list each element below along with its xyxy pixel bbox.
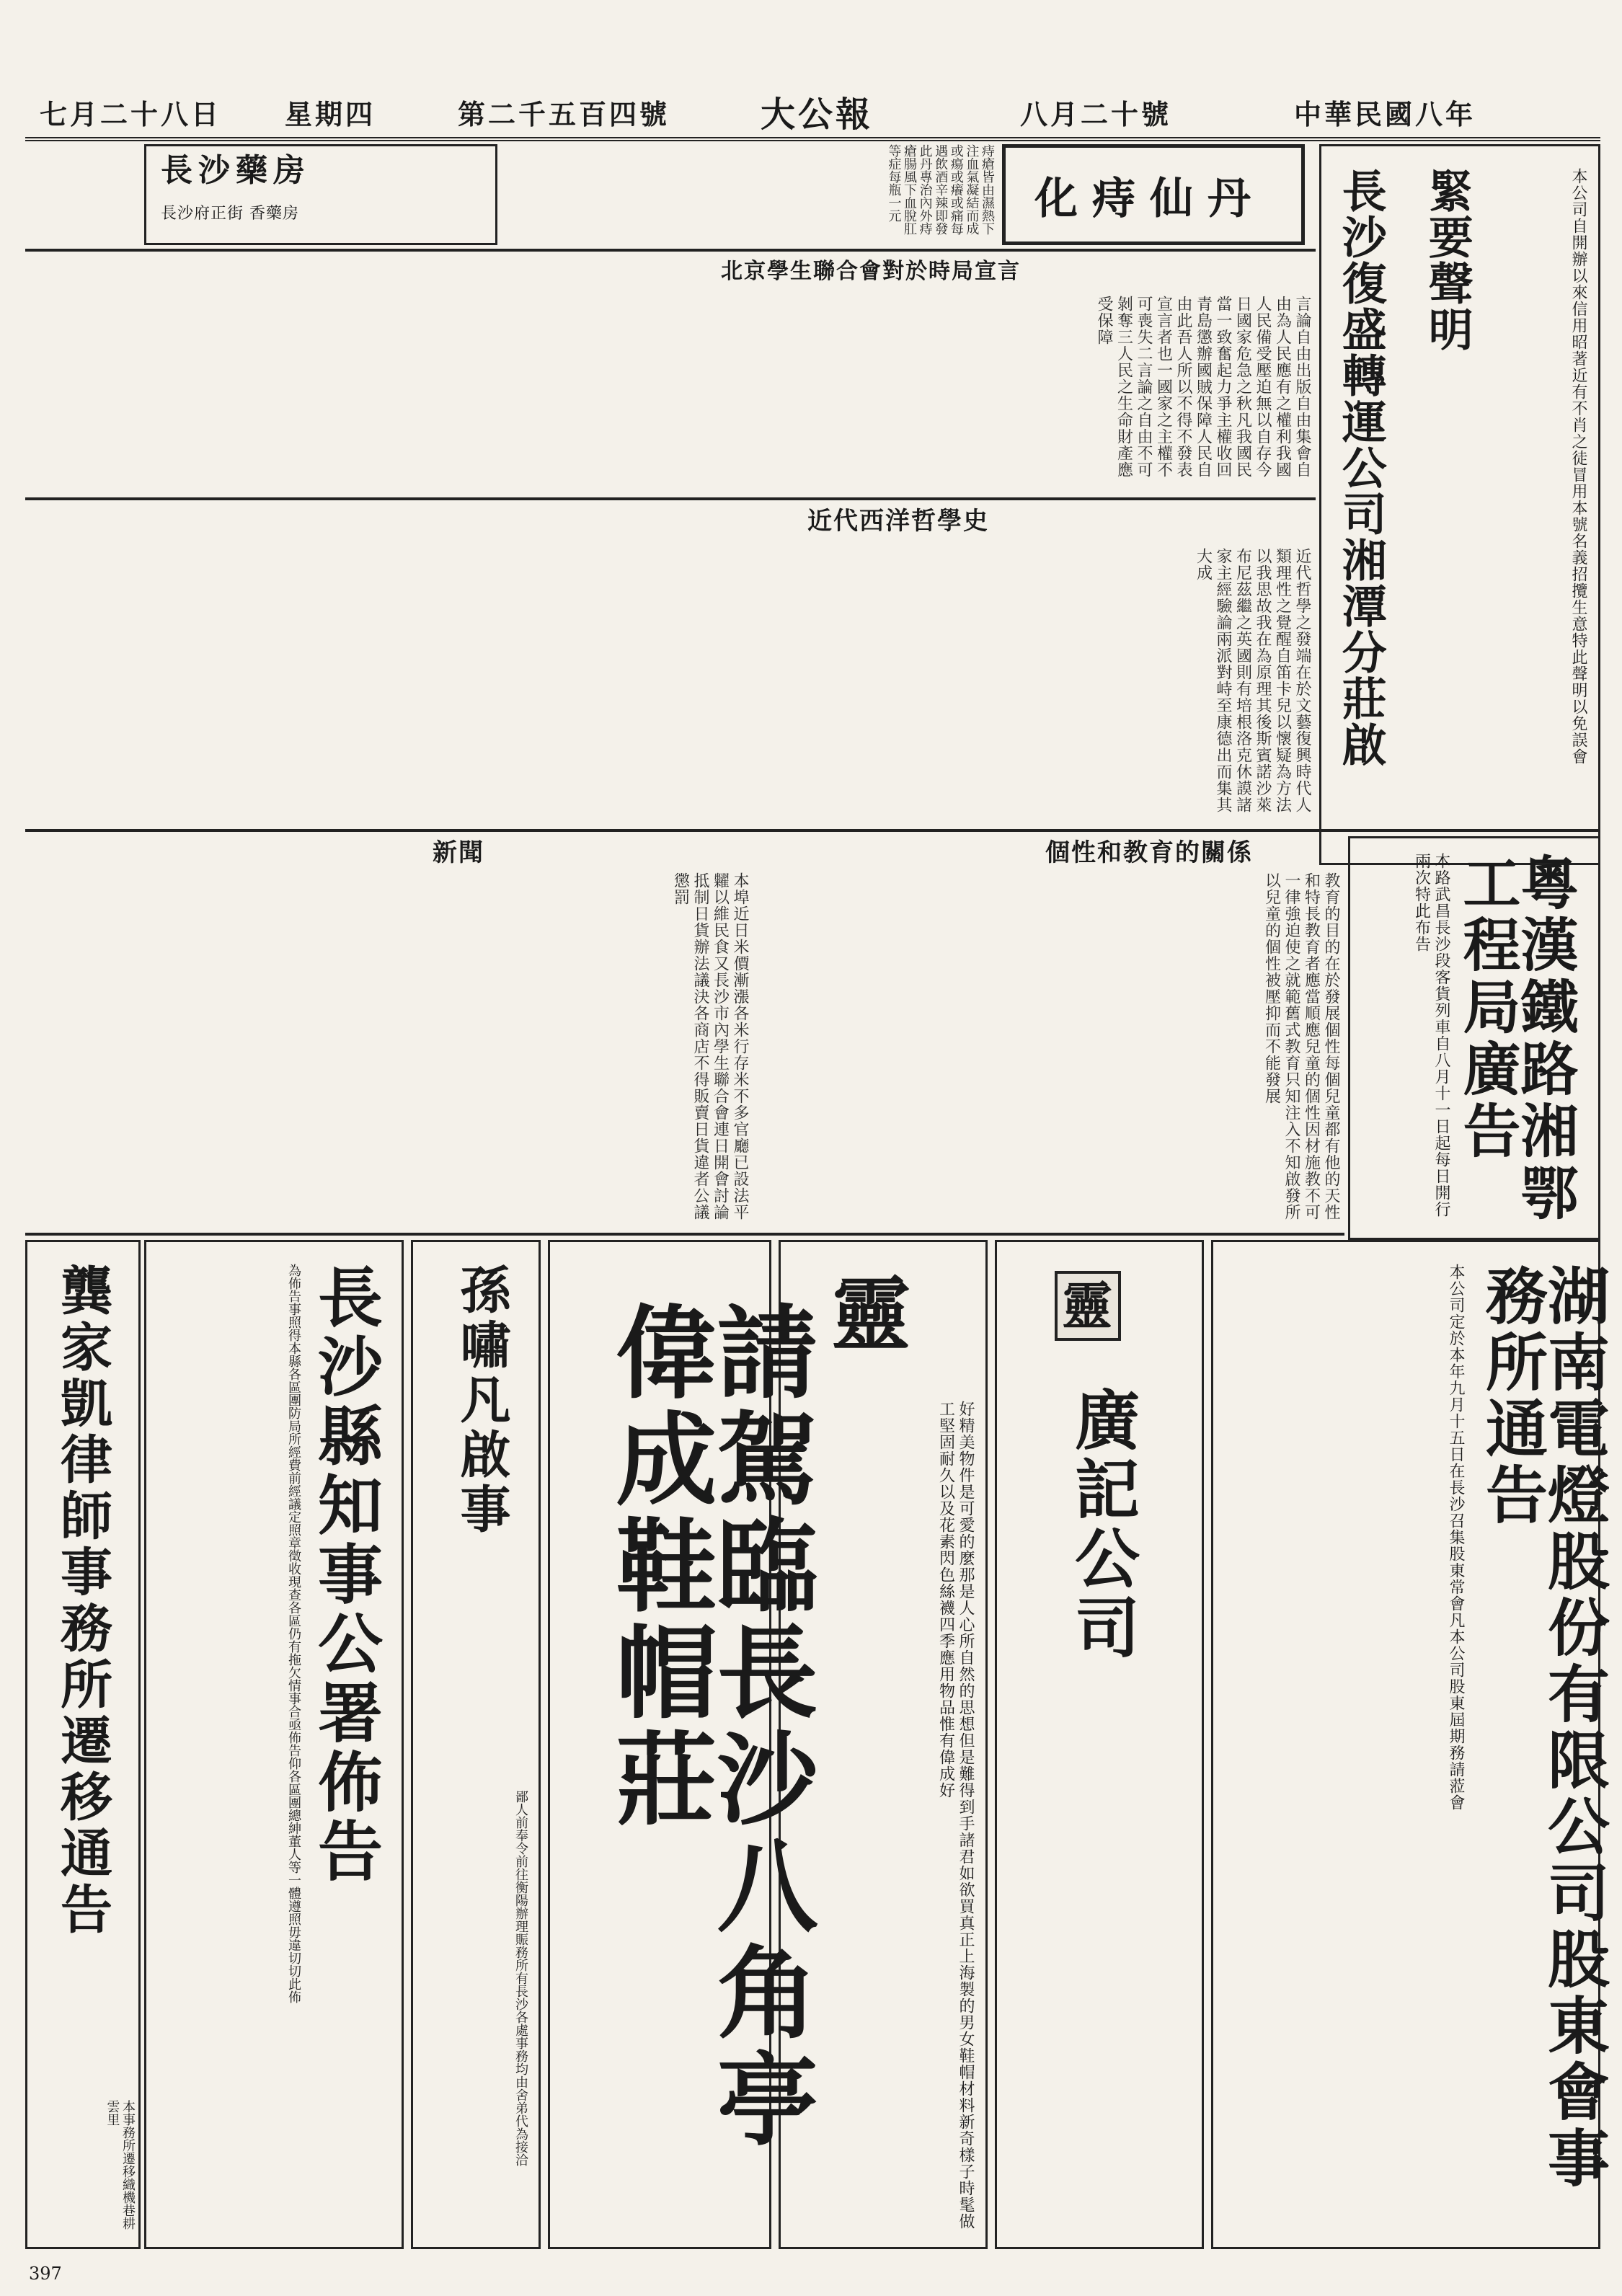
masthead-bar bbox=[25, 87, 1600, 141]
sun-text: 鄙人前奉令前往衡陽辦理賑務所有長沙各處事務均由舍弟代為接洽 bbox=[513, 1790, 528, 2166]
magistrate-text: 為佈告事照得本縣各區團防局所經費前經議定照章徵收現查各區仍有拖欠情事合亟佈告仰各區團總紳董人等一體遵照毋違切切此佈 bbox=[286, 1264, 301, 2003]
beijing-article-title: 北京學生聯合會對於時局宣言 bbox=[721, 259, 1021, 284]
gong-title: 龔家凱律師事務所遷移通告 bbox=[52, 1264, 113, 1938]
beijing-article-body: 言論自由出版自由集會自由為人民應有之權利我國人民備受壓迫無以自存今日國家危急之秋凡我國民當一致奮起力爭主權收回青島懲辦國賊保障人民自由此吾人所以不得不發表宣言者也一國家之主權不可喪失二言論之自由不可剝奪三人民之生命財產應受保障 bbox=[1095, 296, 1311, 478]
edu-article-title: 個性和教育的關係 bbox=[1045, 838, 1253, 867]
transport-title: 長沙復盛轉運公司湘潭分莊啟 bbox=[1334, 168, 1388, 768]
pill-ad-title: 化痔仙丹 bbox=[1034, 174, 1265, 224]
gong-ad bbox=[25, 1240, 141, 2249]
electric-ad bbox=[1211, 1240, 1610, 2249]
header-issue-number: 第二千五百四號 bbox=[458, 98, 670, 130]
pill-ad-box bbox=[1002, 144, 1305, 245]
guangji-ad bbox=[995, 1240, 1204, 2249]
electric-title: 湖南電燈股份有限公司股東會事務所通告 bbox=[1475, 1264, 1610, 2192]
divider bbox=[25, 249, 1316, 252]
header-year: 中華民國八年 bbox=[1294, 98, 1476, 130]
railway-title: 粵漢鐵路湘鄂工程局廣告 bbox=[1453, 853, 1579, 1225]
railway-text: 本路武昌長沙段客貨列車自八月十一日起每日開行兩次特此布告 bbox=[1412, 853, 1450, 1218]
magistrate-title: 長沙縣知事公署佈告 bbox=[306, 1264, 383, 1887]
divider bbox=[25, 829, 1600, 832]
header-issue-alt: 八月二十號 bbox=[1020, 98, 1172, 130]
magistrate-ad bbox=[144, 1240, 404, 2249]
transport-notice-title: 緊要聲明 bbox=[1421, 168, 1474, 353]
header-date: 七月二十八日 bbox=[40, 98, 222, 130]
pharmacy-ad bbox=[144, 144, 497, 245]
transport-ad bbox=[1319, 144, 1600, 865]
divider bbox=[25, 497, 1316, 500]
sun-title: 孫嘯凡啟事 bbox=[452, 1264, 512, 1538]
paper-name: 大公報 bbox=[761, 94, 874, 135]
ling-title: 靈 bbox=[831, 1268, 912, 1361]
shoe-ad bbox=[548, 1240, 818, 2249]
guangji-title: 廣記公司 bbox=[1063, 1386, 1140, 1663]
pharmacy-address: 長沙府正街 香藥房 bbox=[161, 205, 299, 223]
sun-ad bbox=[411, 1240, 541, 2249]
gong-text: 本事務所遷移織機巷耕雲里 bbox=[105, 2100, 136, 2230]
ling-stamp: 靈 bbox=[1055, 1271, 1121, 1341]
divider bbox=[25, 1233, 1344, 1236]
misc-article-body: 本埠近日米價漸漲各米行存米不多官廳已設法平糶以維民食又長沙市內學生聯合會連日開會討論抵制日貨辦法議決各商店不得販賣日貨違者公議懲罰 bbox=[671, 872, 749, 1220]
west-article-title: 近代西洋哲學史 bbox=[807, 507, 989, 536]
west-article-body: 近代哲學之發端在於文藝復興時代人類理性之覺醒自笛卡兒以懷疑為方法以我思故我在為原理其後斯賓諾沙萊布尼茲繼之英國則有培根洛克休謨諸家主經驗論兩派對峙至康德出而集其大成 bbox=[1194, 548, 1311, 813]
transport-notice-text: 本公司自開辦以來信用昭著近有不肖之徒冒用本號名義招攬生意特此聲明以免誤會 bbox=[1569, 168, 1587, 765]
page-number: 397 bbox=[29, 2264, 62, 2284]
pharmacy-name: 長沙藥房 bbox=[161, 152, 311, 189]
misc-article-title: 新聞 bbox=[433, 838, 484, 867]
shoe-title: 請駕臨長沙八角亭偉成鞋帽莊 bbox=[599, 1300, 818, 2153]
electric-text: 本公司定於本年九月十五日在長沙召集股東常會凡本公司股東屆期務請蒞會 bbox=[1447, 1264, 1465, 1811]
edu-article-body: 教育的目的在於發展個性每個兒童都有他的天性和特長教育者應當順應兒童的個性因材施教不可一律強迫使之就範舊式教育只知注入不知啟發所以兒童的個性被壓抑而不能發展 bbox=[1262, 872, 1340, 1220]
ling-ad-text: 好精美物件是可愛的麼那是人心所自然的思想但是難得到手諸君如欲買真正上海製的男女鞋帽材料新奇樣子時髦做工堅固耐久以及花素閃色絲襪四季應用物品惟有偉成好 bbox=[936, 1401, 975, 2230]
pill-ad-text: 痔瘡皆由濕熱下注血氣凝結而成或瘍或癢或痛每遇飲酒辛辣即發此丹專治內外痔瘡腸風下血脫肛等症每瓶一元 bbox=[886, 144, 995, 235]
railway-ad bbox=[1348, 836, 1600, 1240]
header-weekday: 星期四 bbox=[285, 98, 376, 130]
